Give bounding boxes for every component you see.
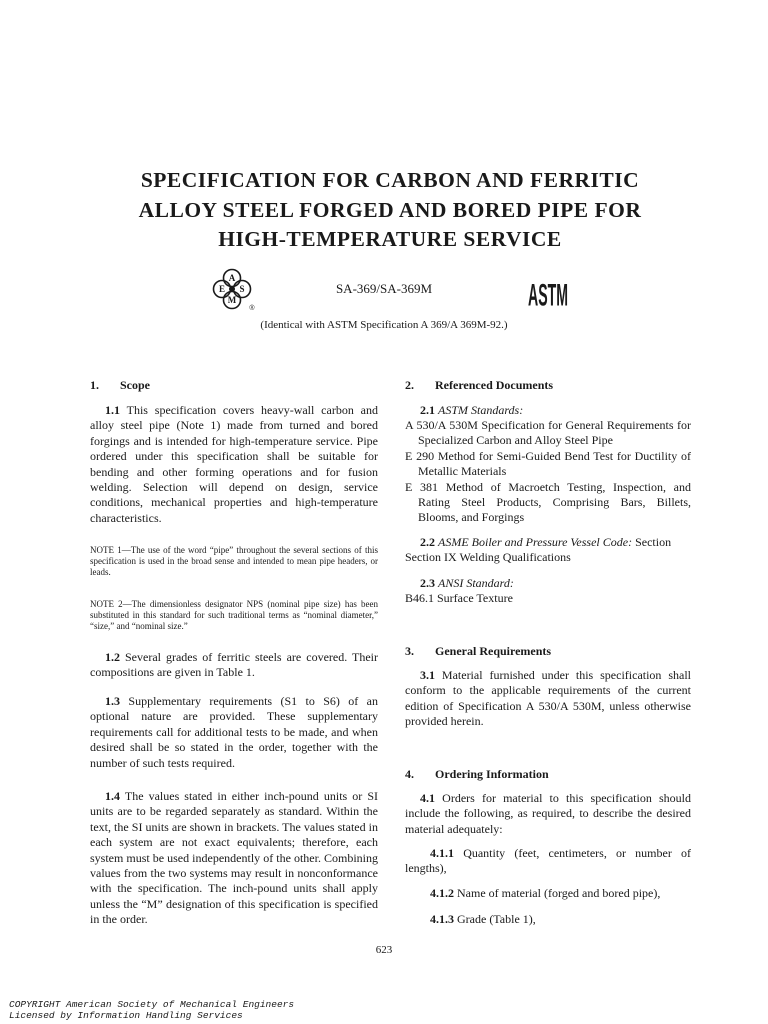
paragraph-text: Orders for material to this specification should include the following, as required, to describe the desired material adequately: [405,791,691,836]
page-number: 623 [375,944,393,956]
paragraph-number: 1.2 [105,650,120,664]
subsection-2-1 [405,403,691,418]
reference-item: E 381 Method of Macroetch Testing, Inspection, and Rating Steel Products, Comprising Bars, Billets, Blooms, and Forgings [405,479,691,525]
copyright-footer [9,999,294,1021]
astm-letters: ASTM [528,277,568,313]
section-number: 2. [405,378,414,392]
paragraph-text: This specification covers heavy-wall carbon and alloy steel pipe (Note 1) made from turned and bored forgings and is intended for high-temperature service. Pipe ordered under this specification shall be suitable for bending and other forming operations and for fusion welding. Selection will depend on design, service conditions, mechanical properties and high-temperature characteristics. [90,403,378,525]
section-heading-scope [90,378,378,393]
reference-item: E 290 Method for Semi-Guided Bend Test for Ductility of Metallic Materials [405,448,691,479]
paragraph-4-1 [405,791,691,837]
asme-letter-e: E [218,284,226,294]
paragraph-text: Supplementary requirements (S1 to S6) of an optional nature are provided. These supplementary requirements call for additional tests to be made, and when desired shall be so stated in the order, together with the number of such tests required. [90,694,378,770]
paragraph-text: Material furnished under this specification shall conform to the applicable requirements of the current edition of Specification A 530/A 530M, unless otherwise provided herein. [405,668,691,729]
asme-letter-a: A [228,273,236,283]
subsection-text: B46.1 Surface Texture [405,591,513,606]
paragraph-text: Several grades of ferritic steels are covered. Their compositions are given in Table 1. [90,650,378,680]
subsection-title: ASME Boiler and Pressure Vessel Code: [438,535,633,549]
paragraph-number: 2.3 [420,576,435,590]
registered-mark: ® [249,305,255,312]
section-title: Scope [120,378,150,392]
section-number: 3. [405,644,414,658]
paragraph-number: 1.3 [105,694,120,708]
section-heading-general-requirements [405,644,691,659]
paragraph-number: 4.1.1 [430,846,454,860]
paragraph-number: 2.2 [420,535,435,549]
paragraph-text: Grade (Table 1), [457,912,536,926]
section-title: Ordering Information [435,767,549,781]
copyright-line-2: Licensed by Information Handling Services [9,1010,243,1021]
title-line-1: SPECIFICATION FOR CARBON AND FERRITIC [140,168,640,192]
section-number: 4. [405,767,414,781]
item-4-1-1 [405,846,691,877]
document-title [60,166,720,255]
asme-letter-s: S [239,284,245,294]
note-2: NOTE 2—The dimensionless designator NPS (nominal pipe size) has been substituted in this standard for such traditional terms as “nominal diameter,” “size,” and “nominal size.” [90,599,378,631]
subsection-title-tail: Section [635,535,672,549]
paragraph-number: 2.1 [420,403,435,417]
paragraph-number: 1.1 [105,403,120,417]
reference-list [405,418,691,526]
title-line-3: HIGH-TEMPERATURE SERVICE [218,227,562,251]
item-4-1-2 [405,886,691,901]
subsection-2-2 [405,535,691,566]
paragraph-number: 4.1.3 [430,912,454,926]
paragraph-number: 4.1 [420,791,435,805]
copyright-line-1: COPYRIGHT American Society of Mechanical Engineers [9,999,295,1010]
paragraph-text: The values stated in either inch-pound units or SI units are to be regarded separately as standard. Within the text, the SI units are shown in brackets. The values stated in each system are not exact equivalents; therefore, each system must be used independently of the other. Combining values from the two systems may result in nonconformance with the specification. The inch-pound units shall apply unless the “M” designation of this specification is specified in the order. [90,789,378,927]
paragraph-1-2 [90,650,378,681]
paragraph-text: Quantity (feet, centimeters, or number of lengths), [405,846,692,876]
paragraph-1-4 [90,789,378,928]
subsection-title: ANSI Standard: [438,576,514,590]
astm-logo-icon [526,272,570,314]
identical-with-note: (Identical with ASTM Specification A 369/A 369M-92.) [260,319,508,331]
note-1: NOTE 1—The use of the word “pipe” throughout the several sections of this specification is used in the broad sense and intended to mean pipe headers, or leads. [90,545,378,577]
subsection-title: ASTM Standards: [438,403,524,417]
paragraph-1-3 [90,694,378,771]
title-line-2: ALLOY STEEL FORGED AND BORED PIPE FOR [138,197,642,222]
asme-letter-m: M [227,295,237,305]
paragraph-1-1 [90,403,378,526]
subsection-text: Section IX Welding Qualifications [405,550,571,565]
paragraph-number: 1.4 [105,789,120,803]
paragraph-number: 4.1.2 [430,886,454,900]
subsection-2-3 [405,576,691,607]
section-heading-ordering-information [405,767,691,782]
section-title: General Requirements [435,644,552,658]
section-title: Referenced Documents [435,378,554,392]
item-4-1-3 [405,912,691,927]
paragraph-number: 3.1 [420,668,435,682]
reference-item: A 530/A 530M Specification for General Requirements for Specialized Carbon and Alloy Steel Pipe [405,418,691,448]
section-heading-referenced-documents [405,378,691,393]
section-number: 1. [90,378,99,392]
paragraph-3-1 [405,668,691,730]
paragraph-text: Name of material (forged and bored pipe), [457,886,661,900]
standard-designation: SA-369/SA-369M [335,281,433,296]
